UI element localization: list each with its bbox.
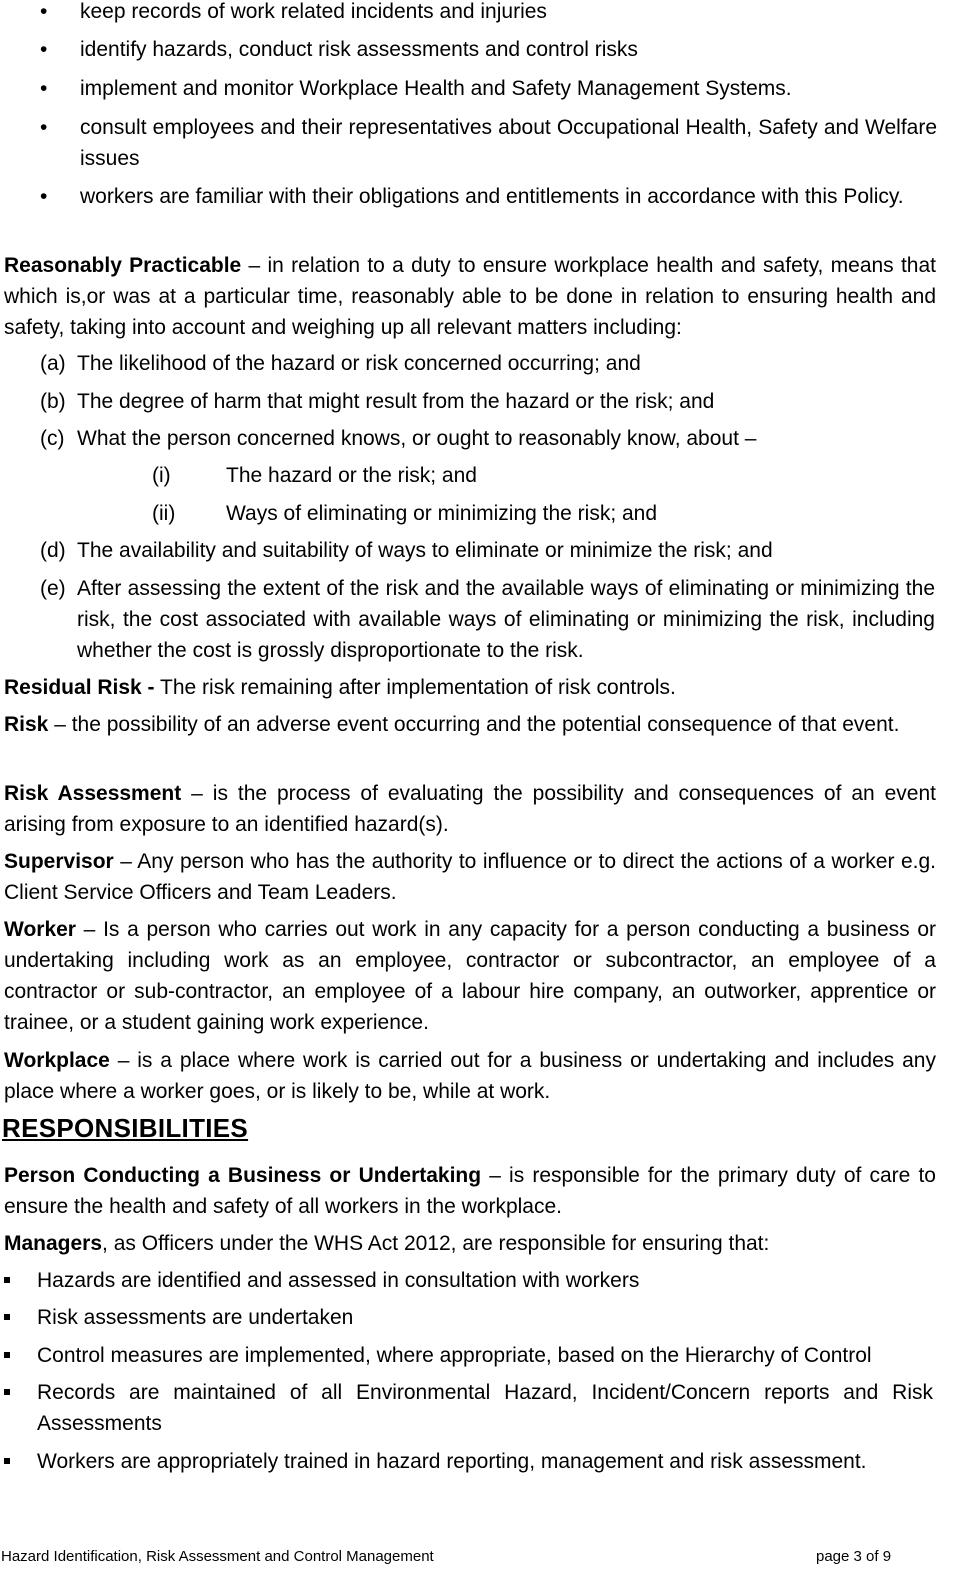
list-text: The degree of harm that might result from the hazard or the risk; and bbox=[77, 390, 715, 413]
list-label: (a) bbox=[40, 352, 66, 375]
square-bullet-icon bbox=[4, 1389, 10, 1395]
bullet-icon: • bbox=[40, 185, 48, 208]
intro-bullet-text: keep records of work related incidents and injuries bbox=[80, 0, 547, 23]
definition-risk bbox=[4, 709, 936, 740]
footer-title: Hazard Identification, Risk Assessment and Control Management bbox=[1, 1548, 434, 1565]
intro-bullet-text: identify hazards, conduct risk assessments and control risks bbox=[80, 38, 638, 61]
square-bullet-icon bbox=[4, 1458, 10, 1464]
intro-bullet-text: consult employees and their representatives about Occupational Health, Safety and Welfare issues bbox=[80, 116, 937, 170]
square-bullet-icon bbox=[4, 1277, 10, 1283]
definition-reasonably-practicable bbox=[4, 250, 936, 343]
definition-text: – Is a person who carries out work in any capacity for a person conducting a business or undertaking including work as an employee, contractor or subcontractor, an employee of a contractor or sub-contractor, an employee of a labour hire company, an outworker, apprentice or trainee, or a student gaining work experience. bbox=[4, 918, 936, 1034]
manager-item-text: Workers are appropriately trained in hazard reporting, management and risk assessment. bbox=[37, 1450, 867, 1473]
sub-list-text: The hazard or the risk; and bbox=[226, 464, 477, 487]
sub-list-label: (ii) bbox=[152, 502, 176, 525]
definition-text: – Any person who has the authority to influence or to direct the actions of a worker e.g. Client Service Officers and Team Leaders. bbox=[4, 850, 936, 904]
definition-supervisor bbox=[4, 846, 936, 908]
intro-bullet-text: workers are familiar with their obligations and entitlements in accordance with this Policy. bbox=[80, 185, 904, 208]
responsibility-managers bbox=[4, 1228, 936, 1259]
definition-term: Residual Risk - bbox=[4, 676, 155, 699]
list-label: (d) bbox=[40, 539, 66, 562]
responsibility-term: Person Conducting a Business or Undertaking bbox=[4, 1164, 482, 1187]
definition-term: Supervisor bbox=[4, 850, 114, 873]
section-heading: RESPONSIBILITIES bbox=[2, 1113, 249, 1143]
definition-text: The risk remaining after implementation of risk controls. bbox=[154, 676, 676, 699]
manager-item-text: Control measures are implemented, where appropriate, based on the Hierarchy of Control bbox=[37, 1344, 872, 1367]
list-text: What the person concerned knows, or ought to reasonably know, about – bbox=[77, 427, 757, 450]
definition-residual-risk bbox=[4, 672, 936, 703]
definition-term: Risk Assessment bbox=[4, 782, 182, 805]
definition-risk-assessment bbox=[4, 778, 936, 840]
intro-bullet-text: implement and monitor Workplace Health and Safety Management Systems. bbox=[80, 77, 792, 100]
responsibility-pcbu bbox=[4, 1160, 936, 1222]
manager-item-text: Records are maintained of all Environmental Hazard, Incident/Concern reports and Risk Assessments bbox=[37, 1381, 933, 1435]
bullet-icon: • bbox=[40, 38, 48, 61]
definition-term: Risk bbox=[4, 713, 49, 736]
square-bullet-icon bbox=[4, 1314, 10, 1320]
responsibility-text: – is responsible for the primary duty of care to ensure the health and safety of all workers in the workplace. bbox=[4, 1164, 936, 1218]
definition-text: – is the process of evaluating the possibility and consequences of an event arising from exposure to an identified hazard(s). bbox=[4, 782, 936, 836]
definition-term: Workplace bbox=[4, 1049, 110, 1072]
list-text: After assessing the extent of the risk and the available ways of eliminating or minimizing the risk, the cost associated with available ways of eliminating or minimizing the risk, including whether the cost is grossly disproportionate to the risk. bbox=[77, 577, 935, 662]
definition-workplace bbox=[4, 1045, 936, 1107]
bullet-icon: • bbox=[40, 77, 48, 100]
definition-text: – in relation to a duty to ensure workplace health and safety, means that which is,or was at a particular time, reasonably able to be done in relation to ensuring health and safety, taking into account and weighing up all relevant matters including: bbox=[4, 254, 937, 339]
list-text: The likelihood of the hazard or risk concerned occurring; and bbox=[77, 352, 641, 375]
bullet-icon: • bbox=[40, 0, 48, 23]
responsibility-term: Managers bbox=[4, 1232, 103, 1255]
definition-text: – the possibility of an adverse event occurring and the potential consequence of that event. bbox=[48, 713, 900, 736]
definition-term: Worker bbox=[4, 918, 76, 941]
list-label: (c) bbox=[40, 427, 65, 450]
definition-text: – is a place where work is carried out for a business or undertaking and includes any place where a worker goes, or is likely to be, while at work. bbox=[4, 1049, 936, 1103]
list-label: (b) bbox=[40, 390, 66, 413]
sub-list-label: (i) bbox=[152, 464, 171, 487]
footer-page-number: page 3 of 9 bbox=[816, 1548, 892, 1565]
square-bullet-icon bbox=[4, 1352, 10, 1358]
list-label: (e) bbox=[40, 577, 66, 600]
manager-item-text: Risk assessments are undertaken bbox=[37, 1306, 354, 1329]
manager-item-text: Hazards are identified and assessed in consultation with workers bbox=[37, 1269, 640, 1292]
bullet-icon: • bbox=[40, 116, 48, 139]
definition-worker bbox=[4, 914, 936, 1038]
list-text: The availability and suitability of ways to eliminate or minimize the risk; and bbox=[77, 539, 773, 562]
responsibility-text: , as Officers under the WHS Act 2012, are responsible for ensuring that: bbox=[102, 1232, 770, 1255]
sub-list-text: Ways of eliminating or minimizing the risk; and bbox=[226, 502, 658, 525]
definition-term: Reasonably Practicable bbox=[4, 254, 242, 277]
